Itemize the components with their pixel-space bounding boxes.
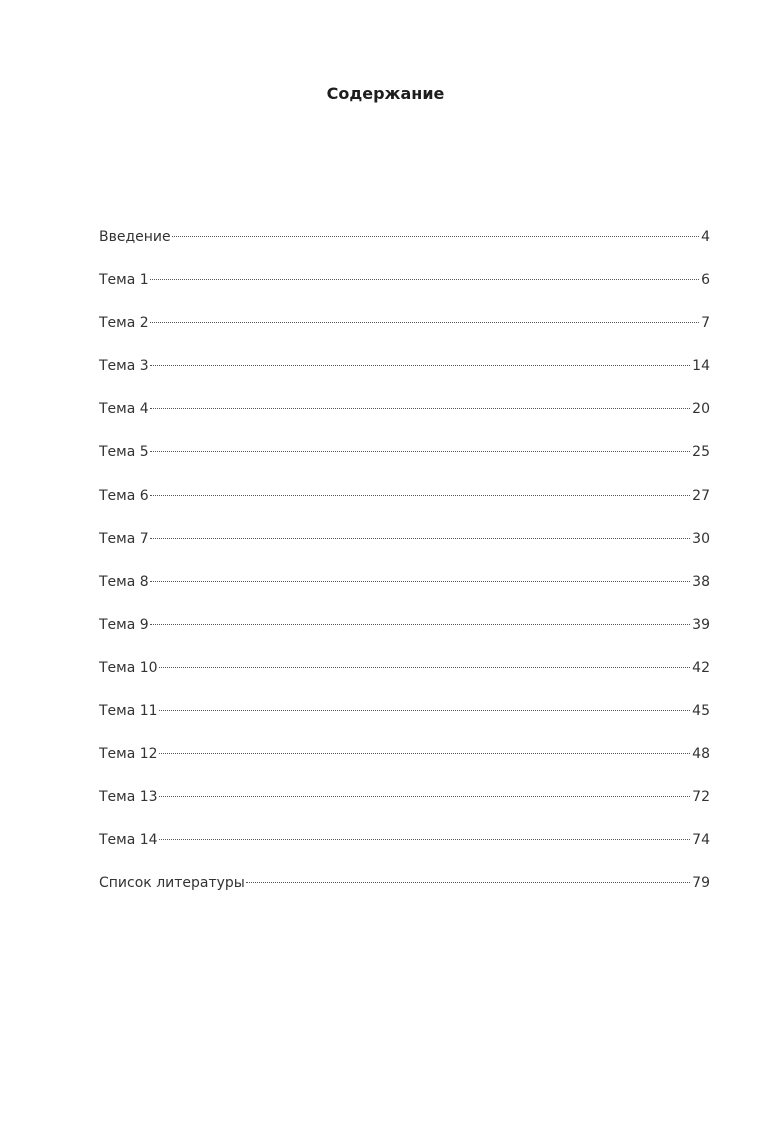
dot-leader [150,624,691,625]
toc-entry-page-number: 45 [692,703,710,720]
toc-entry-page-number: 38 [692,573,710,590]
toc-entry-page-number: 4 [701,229,710,245]
toc-entry-label: Тема 1 [99,272,149,289]
toc-entry [99,441,710,484]
toc-entry-page-number: 79 [692,875,710,892]
toc-entry-page-number: 72 [692,789,710,806]
toc-entry-page-number: 48 [692,746,710,763]
toc-entry-page-number: 74 [692,832,710,849]
toc-entry-label: Список литературы [99,875,245,892]
toc-entry-page-number: 6 [701,272,710,289]
toc-entry [99,743,710,786]
toc-entry-page-number: 39 [692,616,710,633]
dot-leader [159,796,691,797]
toc-entry-label: Тема 7 [99,530,149,547]
toc-entry [99,528,710,571]
dot-leader [150,279,699,280]
toc-entry [99,485,710,528]
toc-entry [99,226,710,269]
toc-entry [99,786,710,829]
toc-entry-label: Тема 9 [99,616,149,633]
toc-entry [99,700,710,743]
toc-entry [99,829,710,872]
dot-leader [150,322,699,323]
toc-entry [99,657,710,700]
toc-entry-label: Тема 11 [99,703,158,720]
toc-entry-label: Тема 14 [99,832,158,849]
dot-leader [172,236,699,237]
dot-leader [159,667,691,668]
toc-entry-page-number: 25 [692,444,710,461]
toc-entry-label: Тема 10 [99,659,158,676]
dot-leader [150,581,691,582]
toc-entry-label: Тема 3 [99,358,149,375]
toc-entry [99,614,710,657]
toc-entry-page-number: 14 [692,358,710,375]
toc-entry [99,269,710,312]
toc-entry-page-number: 30 [692,530,710,547]
dot-leader [159,710,691,711]
toc-entry-page-number: 27 [692,487,710,504]
dot-leader [246,882,690,883]
dot-leader [150,495,691,496]
toc-entry-label: Тема 13 [99,789,158,806]
toc-entry-label: Тема 6 [99,487,149,504]
toc-entry [99,571,710,614]
toc-entry-label: Тема 5 [99,444,149,461]
dot-leader [150,408,691,409]
dot-leader [150,365,691,366]
dot-leader [150,451,691,452]
page-title: Содержание [326,84,445,103]
toc-entry [99,872,710,915]
toc-entry-label: Тема 4 [99,401,149,418]
toc-entry-page-number: 7 [701,315,710,332]
toc-entry-page-number: 20 [692,401,710,418]
table-of-contents [99,226,710,916]
toc-entry-label: Тема 8 [99,573,149,590]
toc-entry-page-number: 42 [692,659,710,676]
toc-entry-label: Тема 12 [99,746,158,763]
toc-entry [99,312,710,355]
dot-leader [150,538,691,539]
toc-entry-label: Введение [99,229,171,245]
dot-leader [159,753,691,754]
toc-entry [99,355,710,398]
toc-entry [99,398,710,441]
dot-leader [159,839,691,840]
toc-entry-label: Тема 2 [99,315,149,332]
